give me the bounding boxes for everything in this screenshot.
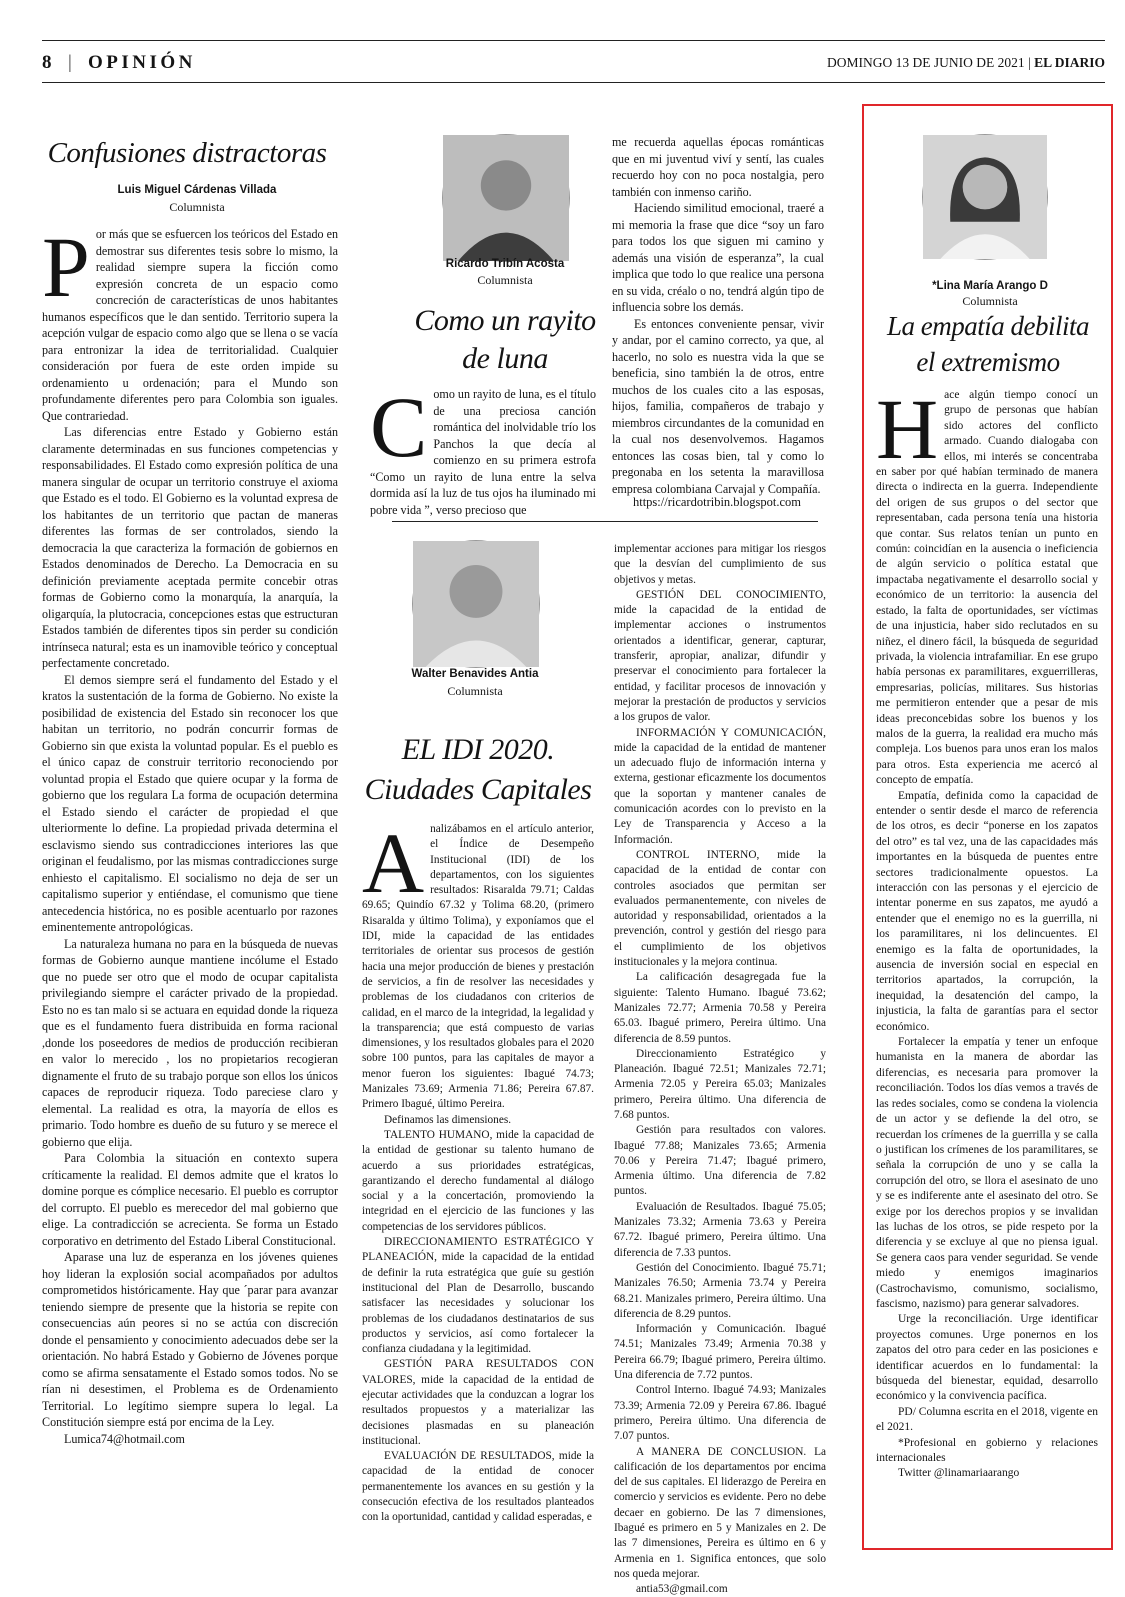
portrait-icon: [443, 135, 569, 261]
article3-paragraph: La calificación desagregada fue la siguiente: Talento Humano. Ibagué 73.62; Manizales 72.77; Armenia 70.58 y Pereira 65.03. Ibagué primero, Pereira último. Una diferencia de 8.59 puntos.: [614, 971, 826, 1045]
article4-title: [866, 308, 1110, 380]
issue-date-text: DOMINGO 13 DE JUNIO DE 2021: [827, 55, 1025, 70]
article3-paragraph: Gestión para resultados con valores. Ibagué 77.88; Manizales 73.65; Armenia 70.06 y Pereira 71.47; Ibagué primero, Armenia último. Una diferencia de 7.82 puntos.: [614, 1124, 826, 1198]
article4-paragraph: Hace algún tiempo conocí un grupo de personas que habían sido actores del conflicto armado. Cuando dialogaba con ellos, mi interés se concentraba en saber por qué habían terminado de manera directa o indirecta en la guerra. Independiente del origen de sus grupos o del sector que representaban, cada persona tenía una historia que contar. Sus relatos tenían un punto en común: coincidían en la ausencia o ineficiencia de algún servicio o política estatal que impactaba negativamente el desarrollo social y económico de un territorio: la ausencia del estado, la falta de oportunidades, ser víctimas de una injusticia, haber sido reclutados en su niñez, el dinero fácil, la búsqueda de seguridad privada, la violencia intrafamiliar. En ese grupo había personas ex paramilitares, exguerrilleras, empresarias, policías, militares. Sus historias me permitieron entender que a pesar de mis ideas preconcebidas sobre los buenos y los malos de la guerra, la realidad era mucho más compleja. Los buenos para unos eran los malos para otros. Esta experiencia me acercó al concepto de empatía.: [876, 381, 1098, 787]
article3-paragraph: Direccionamiento Estratégico y Planeación. Ibagué 72.51; Manizales 72.71; Armenia 72.05 y Pereira 65.03; Manizales primero, Pereira último. Una diferencia de 7.68 puntos.: [614, 1047, 826, 1121]
article3-paragraph: implementar acciones para mitigar los riesgos que la desvían del cumplimiento de sus objetivos y metas.: [614, 543, 826, 586]
article4-paragraph: Empatía, definida como la capacidad de entender o sentir desde el marco de referencia de los otros, es decir “ponerse en los zapatos del otro” es tal vez, una de las capacidades más importantes en la búsqueda de puentes entre sectores tradicionalmente opuestos. La interacción con las personas y el ejercicio de intentar ponerme en sus zapatos, me ayudó a entender que el enemigo no es la guerrilla, ni los paramilitares, ni los delincuentes. El enemigo es la falta de oportunidades, la ausencia de inversión social en especial en territorios apartados, la corrupción, la inequidad, la desatención del campo, la injusticia, la falta de garantías para el sector económico.: [876, 789, 1098, 1033]
article3-title-line1: EL IDI 2020.: [401, 733, 555, 766]
article2-paragraph: Haciendo similitud emocional, traeré a mi memoria la frase que dice “soy un faro para todos los que siguen mi camino y además una visión de esperanza”, la cual implica que todo lo que realice una persona en su vida, créalo o no, tendrá algún tipo de influencia sobre los demás.: [612, 201, 824, 314]
article2-role: Columnista: [477, 273, 533, 287]
article3-paragraph: Definamos las dimensiones.: [384, 1113, 512, 1126]
article4-title-line1: La empatía debilita: [887, 311, 1089, 341]
issue-date: DOMINGO 13 DE JUNIO DE 2021 | EL DIARIO: [827, 55, 1105, 70]
article3-right-column: [614, 542, 826, 1596]
article3-paragraph: A MANERA DE CONCLUSION. La calificación de los departamentos por encima del de sus capitales. El liderazgo de Pereira en comercio y servicios es evidente. Pero no debe decaer en gobierno. De las 7 dimensiones, Ibagué es primero en 5 y Manizales en 2. De las 7 dimensiones, Pereira es último en 6 y Armenia en 1. Significa entonces, que solo nos queda mejorar.: [614, 1445, 826, 1580]
article3-role: Columnista: [447, 684, 503, 698]
article1-paragraph: El demos siempre será el fundamento del Estado y el kratos la sustentación de la forma de Gobierno. No existe la posibilidad de existencia del Estado sin reconocer los que habitan un territorio, no podrán concurrir formas de Gobierno sin que exista la voluntad popular. Es el pueblo es el único capaz de construir territorio reconociendo por voluntad propia el Estado que quiere ocupar y la forma de gobierno que los regulara La forma de ocupación determina el Estado siendo el carácter de propiedad el que ulteriormente lo define. La propiedad privada determina el esclavismo siendo sus contradicciones interiores las que originan el feudalismo, por las mismas contradicciones surge enhiesto el capitalismo. El socialismo no deja de ser un capitalismo superior y entiéndase, el comunismo que tiene antecedencia histórica, no es posible acentuarlo por razones eminentemente antropológicas.: [42, 672, 338, 934]
article3-paragraph: Analizábamos en el artículo anterior, el Índice de Desempeño Institucional (IDI) de los departamentos, con los siguientes resultados: Risaralda 79.71; Caldas 69.65; Quindío 67.32 y Tolima 68.20, (primero Risaralda y último Tolima), y exponíamos que el IDI, mide la capacidad de las entidades territoriales de orientar sus procesos de gestión hacia una mejor producción de bienes y prestación de servicios, a fin de resolver las necesidades y problemas de los ciudadanos con criterios de calidad, en el marco de la integridad, la legalidad y la transparencia; que está compuesto de varias dimensiones, y los resultados globales para el 2020 sobre 100 puntos, para las capitales de mayor a menor fueron los siguientes: Ibagué 74.73; Manizales 73.69; Armenia 71.86; Pereira 67.87. Primero Ibagué, último Pereira.: [362, 815, 594, 1111]
masthead: [42, 52, 1105, 78]
article3-title: [358, 730, 598, 810]
author-photo-walter: [412, 540, 540, 668]
article2-lead: [370, 379, 596, 517]
article2-paragraph: Es entonces conveniente pensar, vivir y andar, por el camino correcto, ya que, al hacerlo, no solo es nuestra vida la que se beneficia, sino también la de otros, entre muchos de los cuales cito a las esposas, hijos, familia, compañeros de trabajo y miembros circundantes de la comunidad en la cual nos desenvolvemos. Hagamos entonces las cosas bien, tal y como lo pregonaba en los setenta la maravillosa empresa colombiana Carvajal y Compañía.: [612, 316, 824, 496]
article4-footnote: *Profesional en gobierno y relaciones internacionales: [876, 1436, 1098, 1465]
article4-paragraph: Fortalecer la empatía y tener un enfoque humanista en la manera de abordar las diferencias, es necesaria para promover la reconciliación. Todos los días vemos a través de las redes sociales, como se condena la violencia de un actor y se defiende la del otro, se recuerdan los crímenes de la guerrilla y se calla o justifican los crímenes de los paramilitares, se señala la corrupción de uno y se calla la corrupción del otro, se llora el asesinato de uno y se es indiferente ante el asesinato del otro. Se exige por los derechos propios y se invalidan las luchas de los otros, se pide respeto por la diferencia y se excluye al que no piensa igual. Se genera caos para vender seguridad. Se vende miedo y enemigos imaginarios (Castrochavismo, comunismo, socialismo, fascismo, nazismo) para generar salvadores.: [876, 1036, 1098, 1310]
article3-paragraph: INFORMACIÓN Y COMUNICACIÓN, mide la capacidad de la entidad de mantener un adecuado flujo de información interna y externa, gestionar eficazmente los documentos que la soportan y mantener canales de comunicación acordes con lo previsto en la Ley de Transparencia y Acceso a la Información.: [614, 726, 826, 846]
article3-left-column: [362, 815, 594, 1540]
article3-paragraph: TALENTO HUMANO, mide la capacidad de la entidad de gestionar su talento humano de acuerdo a sus prioridades estratégicas, garantizando el derecho fundamental al diálogo social y a la concertación, promoviendo la integridad en el ejercicio de las funciones y las competencias de los servidores públicos.: [362, 1128, 594, 1233]
article4-dropcap: H: [876, 381, 939, 477]
article1-role: Columnista: [169, 200, 225, 214]
article3-author: Walter Benavides Antia: [411, 668, 539, 680]
article3-title-line2: Ciudades Capitales: [364, 773, 592, 806]
article2-dropcap: C: [370, 379, 428, 475]
article4-paragraph: PD/ Columna escrita en el 2018, vigente en el 2021.: [876, 1405, 1098, 1434]
article3-paragraph: Evaluación de Resultados. Ibagué 75.05; Manizales 73.32; Armenia 73.63 y Pereira 67.72. Ibagué primero, Pereira último. Una diferencia de 7.33 puntos.: [614, 1200, 826, 1259]
section-divider: [392, 521, 818, 522]
article4-role: Columnista: [962, 294, 1018, 308]
article4-paragraph: Urge la reconciliación. Urge identificar proyectos comunes. Urge ponernos en los zapatos del otro para ceder en las posiciones e identificar acuerdos en lo fundamental: la búsqueda del bienestar, equidad, desarrollo económico y la convivencia pacífica.: [876, 1313, 1098, 1403]
article4-title-line2: el extremismo: [916, 347, 1060, 377]
article1-body: [42, 219, 338, 1526]
article4-twitter[interactable]: Twitter @linamariaarango: [898, 1467, 1020, 1480]
article3-dropcap: A: [362, 815, 425, 911]
newspaper-name: EL DIARIO: [1034, 55, 1105, 70]
article1-paragraph: La naturaleza humana no para en la búsqueda de nuevas formas de Gobierno aunque mantiene incólume el Estado que no puede ser otro que el modo de ocupar capitalista privilegiando siempre el carácter privado de la propiedad. Esto no es tan malo si se actuara en equidad donde la riqueza que es el fundamento fuera distribuida en forma racional ,donde los poseedores de medios de producción recibieran en valor lo merecido , los no propietarios recogieran dignamente el fruto de su trabajo porque son ellos los únicos capaces de reproducir riqueza. Todo pareciese claro y elemental. La realidad es otra, la mayoría de ellos es primario. Todo hombre es dueño de su futuro y se merece el gobierno que elija.: [42, 936, 338, 1149]
author-photo-ricardo: [442, 134, 570, 262]
article3-paragraph: Información y Comunicación. Ibagué 74.51; Manizales 73.49; Armenia 70.38 y Pereira 66.79; Ibagué primero, Pereira último. Una diferencia de 7.72 puntos.: [614, 1323, 826, 1382]
article3-paragraph: CONTROL INTERNO, mide la capacidad de la entidad de contar con controles asociados que permitan ser evaluados permanentemente, con niveles de autoridad y responsabilidad, orientados a la prevención, control y gestión del riesgo para el cumplimiento de los objetivos institucionales y la mejora continua.: [614, 848, 826, 969]
article2-title-line2: de luna: [462, 342, 548, 375]
article3-paragraph: DIRECCIONAMIENTO ESTRATÉGICO Y PLANEACIÓN, mide la capacidad de la entidad de definir la ruta estratégica que guíe su gestión institucional del Plan de Desarrollo, buscando satisfacer las necesidades y solucionar los problemas de los ciudadanos destinatarios de sus productos y servicios, así como fortalecer la confianza ciudadana y la legitimidad.: [362, 1236, 594, 1356]
page-number: 8: [42, 52, 52, 73]
article1-paragraph: Aparase una luz de esperanza en los jóvenes quienes hoy lideran la explosión social acompañados por adultos comprometidos históricamente. Hay que ´parar para avanzar teniendo siempre de presente que la historia se repite con consecuencias aún peores si no se actúa con discreción donde el pensamiento y conocimiento adecuados debe ser la orientación. No habrá Estado y Gobierno de Jóvenes porque como se afirma sensatamente el Estado somos todos. No se rían ni desestimen, el Problema es de Ordenamiento Territorial. Lo legítimo siempre supera lo legal. La Constitución siempre está por encima de la Ley.: [42, 1250, 338, 1429]
article1-dropcap: P: [42, 219, 90, 315]
article1-paragraph: Por más que se esfuercen los teóricos del Estado en demostrar sus diferentes tesis sobre lo mismo, la realidad siempre supera la ficción como expresión concreta de un espacio como concreción de características de unos habitantes humanos específicos que le dan sentido. Territorio supera la acepción vulgar de espacio como algo que se llena o se vacía para entronizar la idea de territorialidad. Cualquier consideración por fuera de este orden impide su ordenamiento u ordenación; para el Mundo son profundamente diferentes pero para Colombia son iguales. Que contrariedad.: [42, 219, 338, 423]
masthead-separator: |: [68, 52, 72, 73]
portrait-icon: [413, 541, 539, 667]
article3-paragraph: Control Interno. Ibagué 74.93; Manizales 73.39; Armenia 72.09 y Pereira 67.86. Ibagué primero, Pereira último. Una diferencia de 7.07 puntos.: [614, 1384, 826, 1443]
article3-email: antia53@gmail.com: [636, 1583, 728, 1596]
article1-email: Lumica74@hotmail.com: [64, 1431, 185, 1446]
article2-paragraph: me recuerda aquellas épocas románticas que en mi juventud viví y sentí, las cuales recuerdo hoy con no poca nostalgia, pero también con inmenso cariño.: [612, 135, 824, 199]
article1-title: Confusiones distractoras: [47, 137, 327, 169]
article1-paragraph: Las diferencias entre Estado y Gobierno están claramente determinadas en sus funciones competencias y responsabilidades. El Estado como expresión política de una manera singular de ocupar un territorio construye el axioma que Estado es el todo. El Gobierno es la voluntad expresa de los habitantes de un territorio que pactan de maneras diferentes las formas de ser controlados, siendo la democracia la que caracteriza la formación de gobiernos en Estados denominados de Derecho. La Democracia en su definición previamente aceptada permite concebir otras formas de Gobierno como la monarquía, la anarquía, la oligarquía, la plutocracia, concepciones estas que estructuran Estados también de diferentes tipos sin perder su condición intrínseca natural; esta es un inamovible teórico y conceptual perfectamente concretado.: [42, 425, 338, 670]
article3-paragraph: GESTIÓN PARA RESULTADOS CON VALORES, mide la capacidad de la entidad de ejecutar actividades que la conduzcan a lograr los resultados propuestos y a materializar las decisiones plasmadas en su planeación institucional.: [362, 1358, 594, 1447]
article1-author: Luis Miguel Cárdenas Villada: [117, 184, 277, 196]
article2-title: [380, 302, 630, 378]
top-rule: [42, 40, 1105, 41]
masthead-rule: [42, 82, 1105, 83]
section-name: OPINIÓN: [88, 52, 196, 73]
article2-url[interactable]: https://ricardotribin.blogspot.com: [632, 495, 802, 509]
article2-author: Ricardo Tribín Acosta: [445, 258, 565, 270]
article4-author: *Lina María Arango D: [932, 280, 1048, 292]
portrait-icon: [923, 135, 1047, 259]
article2-paragraph: Como un rayito de luna, es el título de una preciosa canción romántica del inolvidable trío los Panchos la que decía al comienzo en su primera estrofa “Como un rayito de luna entre la selva dormida así la luz de tus ojos ha iluminado mi pobre vida ”, verso precioso que: [370, 379, 596, 517]
author-photo-lina: [922, 134, 1048, 260]
article2-title-line1: Como un rayito: [414, 304, 596, 337]
article3-paragraph: GESTIÓN DEL CONOCIMIENTO, mide la capacidad de la entidad de implementar acciones o instrumentos orientados a identificar, generar, capturar, transferir, apropiar, analizar, difundir y preservar el conocimiento para fortalecer la entidad, y facilitar procesos de innovación y mejorar la prestación de productos y servicios a los grupos de valor.: [614, 588, 826, 724]
article4-body: [876, 381, 1098, 1536]
article3-paragraph: EVALUACIÓN DE RESULTADOS, mide la capacidad de la entidad de conocer permanentemente los avances en su gestión y la consecución efectiva de los resultados planteados con la oportunidad, cantidad y calidad esperadas, e: [362, 1450, 594, 1524]
article3-paragraph: Gestión del Conocimiento. Ibagué 75.71; Manizales 76.50; Armenia 73.74 y Pereira 68.21. Manizales primero, Pereira último. Una diferencia de 8.29 puntos.: [614, 1261, 826, 1320]
article1-paragraph: Para Colombia la situación en contexto supera críticamente la realidad. El demos admite que el kratos lo domine porque es cómplice necesario. El pueblo es corruptor del corrupto. El pueblo es merecedor del mal gobierno que elige. La contradicción se acrecienta. Se forma un Estado corporativo en detrimento del Estado Liberal Constitucional.: [42, 1151, 338, 1248]
article2-right-column: [612, 134, 824, 496]
